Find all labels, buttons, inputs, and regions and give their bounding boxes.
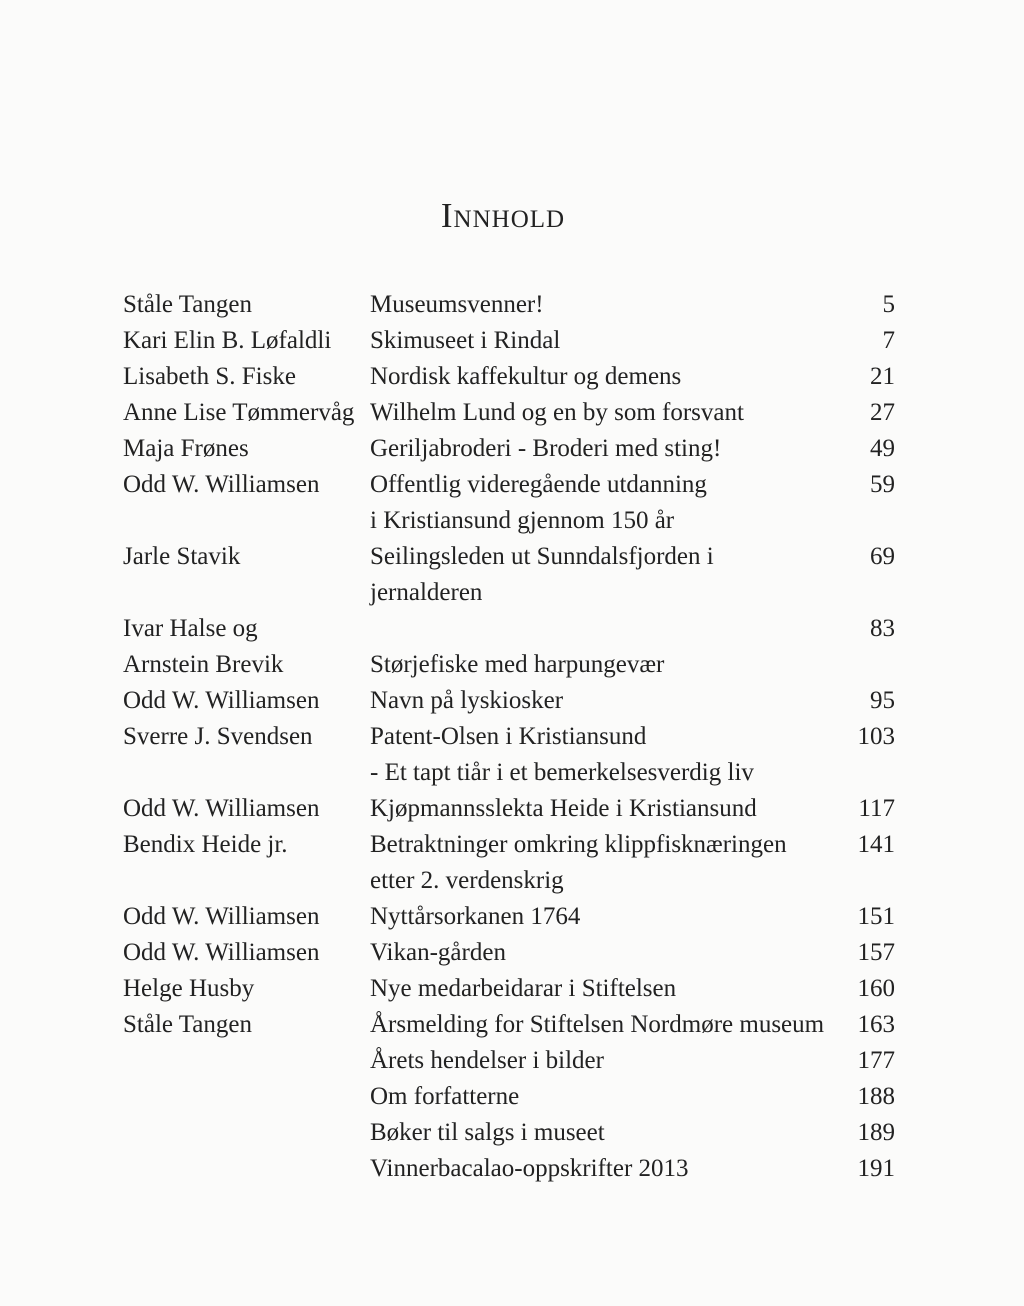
toc-title: Størjefiske med harpungevær xyxy=(370,651,665,678)
toc-page: 177 xyxy=(857,1047,895,1074)
toc-entry xyxy=(123,1079,895,1115)
toc-title: Nye medarbeidarar i Stiftelsen xyxy=(370,975,677,1002)
toc-entry xyxy=(123,1043,895,1079)
toc-entry xyxy=(123,971,895,1007)
toc-title: Skimuseet i Rindal xyxy=(370,327,561,354)
page-title: Innhold xyxy=(440,196,566,235)
toc-entry xyxy=(123,431,895,467)
toc-page: 188 xyxy=(857,1083,895,1110)
toc-entry xyxy=(123,287,895,323)
toc-page: 5 xyxy=(882,291,895,318)
toc-page: 160 xyxy=(857,975,895,1002)
toc-author: Ivar Halse og Arnstein Brevik xyxy=(123,615,284,678)
toc-author: Lisabeth S. Fiske xyxy=(123,363,296,390)
toc-entry xyxy=(123,719,895,791)
toc-author: Ståle Tangen xyxy=(123,1011,253,1038)
toc-entry xyxy=(123,323,895,359)
toc-entry xyxy=(123,827,895,899)
toc-title: Betraktninger omkring klippfisknæringen etter 2. verdenskrig xyxy=(370,831,787,894)
toc-entry xyxy=(123,899,895,935)
toc-entry xyxy=(123,791,895,827)
toc-page: 103 xyxy=(857,723,895,750)
toc-page: 141 xyxy=(857,831,895,858)
toc-title: Seilingsleden ut Sunndalsfjorden i jernalderen xyxy=(370,543,714,606)
toc-author: Kari Elin B. Løfaldli xyxy=(123,327,332,354)
toc-page: 59 xyxy=(870,471,895,498)
toc-page: 21 xyxy=(870,363,895,390)
toc-title: Vikan-gården xyxy=(370,939,506,966)
toc-page: 49 xyxy=(870,435,895,462)
toc-title: Årsmelding for Stiftelsen Nordmøre museum xyxy=(370,1011,825,1038)
toc-page: 83 xyxy=(870,615,895,642)
toc-entry xyxy=(123,935,895,971)
toc-title: Vinnerbacalao-oppskrifter 2013 xyxy=(370,1155,689,1182)
toc-entry xyxy=(123,1007,895,1043)
toc-title: Bøker til salgs i museet xyxy=(370,1119,605,1146)
toc-author: Anne Lise Tømmervåg xyxy=(123,399,355,426)
toc-author: Jarle Stavik xyxy=(123,543,241,570)
toc-author xyxy=(123,1079,370,1115)
toc-entry xyxy=(123,359,895,395)
toc-author xyxy=(123,1151,370,1187)
toc-author: Sverre J. Svendsen xyxy=(123,723,313,750)
toc-entry xyxy=(123,1151,895,1187)
toc-entry xyxy=(123,1115,895,1151)
toc-title: Geriljabroderi - Broderi med sting! xyxy=(370,435,722,462)
toc-page: 27 xyxy=(870,399,895,426)
toc-entry xyxy=(123,611,895,683)
toc-author: Ståle Tangen xyxy=(123,291,253,318)
toc-title: Nordisk kaffekultur og demens xyxy=(370,363,682,390)
toc-title: Om forfatterne xyxy=(370,1083,520,1110)
toc-entry xyxy=(123,395,895,431)
toc-title: Nyttårsorkanen 1764 xyxy=(370,903,581,930)
toc-title: Patent-Olsen i Kristiansund - Et tapt tiår i et bemerkelsesverdig liv xyxy=(370,723,754,786)
toc-author: Odd W. Williamsen xyxy=(123,903,320,930)
toc-author: Bendix Heide jr. xyxy=(123,831,288,858)
toc-entry xyxy=(123,467,895,539)
toc-page: 117 xyxy=(858,795,895,822)
toc-page: 7 xyxy=(882,327,895,354)
toc-author: Odd W. Williamsen xyxy=(123,471,320,498)
toc-title: Årets hendelser i bilder xyxy=(370,1047,604,1074)
toc-author xyxy=(123,1043,370,1079)
toc-author: Odd W. Williamsen xyxy=(123,795,320,822)
toc-page: 189 xyxy=(857,1119,895,1146)
toc-page: 157 xyxy=(857,939,895,966)
toc-page: 95 xyxy=(870,687,895,714)
toc-title: Kjøpmannsslekta Heide i Kristiansund xyxy=(370,795,757,822)
toc-entry xyxy=(123,683,895,719)
toc-author: Odd W. Williamsen xyxy=(123,939,320,966)
table-of-contents xyxy=(123,287,895,1187)
toc-page: 191 xyxy=(857,1155,895,1182)
toc-entry xyxy=(123,539,895,611)
toc-author: Odd W. Williamsen xyxy=(123,687,320,714)
toc-page: 163 xyxy=(857,1011,895,1038)
toc-author: Maja Frønes xyxy=(123,435,249,462)
toc-title: Wilhelm Lund og en by som forsvant xyxy=(370,399,744,426)
toc-author xyxy=(123,1115,370,1151)
toc-page: 69 xyxy=(870,543,895,570)
toc-title: Navn på lyskiosker xyxy=(370,687,564,714)
toc-author: Helge Husby xyxy=(123,975,255,1002)
toc-title: Museumsvenner! xyxy=(370,291,544,318)
toc-page: 151 xyxy=(857,903,895,930)
toc-title: Offentlig videregående utdanning i Kristiansund gjennom 150 år xyxy=(370,471,707,534)
